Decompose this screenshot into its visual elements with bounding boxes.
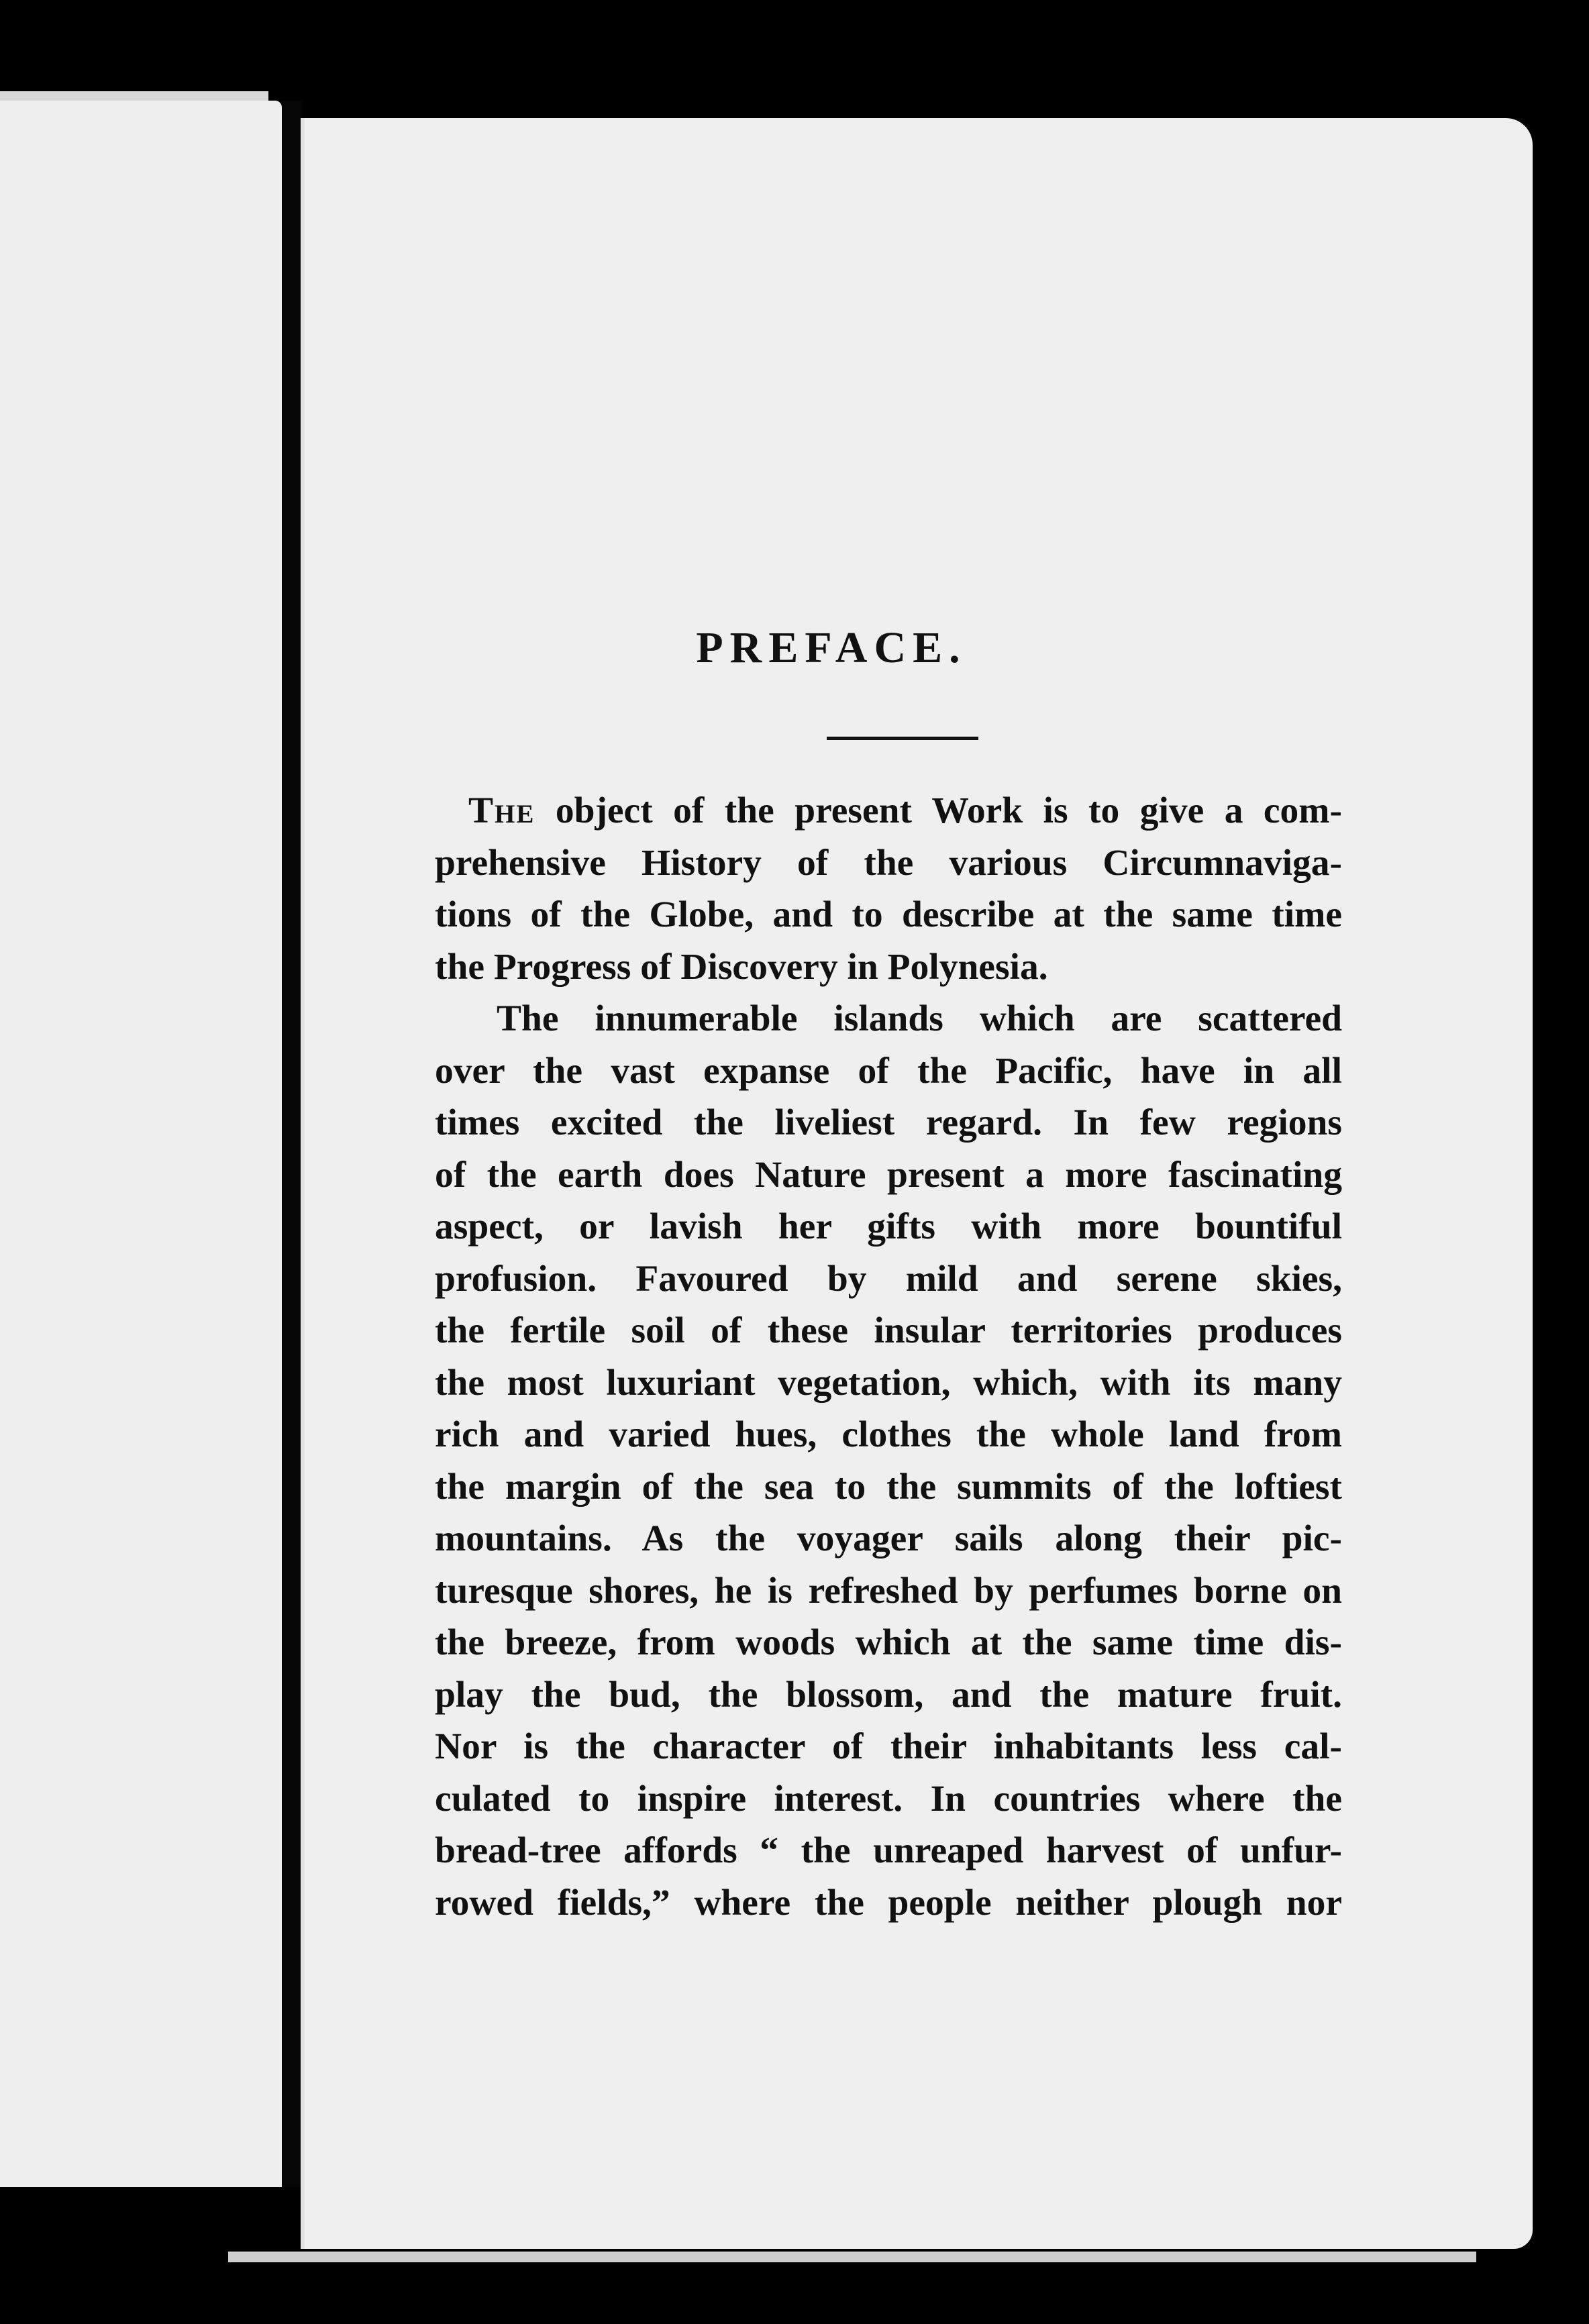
drop-word: The: [468, 790, 535, 831]
text-line: turesque shores, he is refreshed by perfumes borne on: [435, 1570, 1342, 1612]
text-line: of the earth does Nature present a more fascinating: [435, 1154, 1342, 1196]
text-line: the breeze, from woods which at the same time dis-: [435, 1622, 1342, 1663]
book-spine: [282, 101, 302, 2187]
text-line: The object of the present Work is to give a com-: [468, 790, 1342, 831]
paragraph-1: [435, 785, 1342, 993]
text-line: the fertile soil of these insular territories produces: [435, 1310, 1342, 1351]
text-line: play the bud, the blossom, and the mature fruit.: [435, 1674, 1342, 1715]
text-line: over the vast expanse of the Pacific, have in all: [435, 1050, 1342, 1092]
page-title: PREFACE.: [696, 623, 967, 672]
text-line: the Progress of Discovery in Polynesia.: [435, 946, 1048, 988]
left-page-edge: [0, 91, 268, 101]
text-line: mountains. As the voyager sails along their pic-: [435, 1518, 1342, 1559]
text-line: bread-tree affords “ the unreaped harvest of unfur-: [435, 1830, 1342, 1871]
text-line: profusion. Favoured by mild and serene skies,: [435, 1258, 1342, 1300]
text-line: times excited the liveliest regard. In few regions: [435, 1102, 1342, 1143]
text-line: prehensive History of the various Circumnaviga-: [435, 842, 1342, 884]
page-bottom-edge: [228, 2252, 1476, 2262]
text-line: The innumerable islands which are scattered: [497, 998, 1342, 1039]
text-line: the margin of the sea to the summits of the loftiest: [435, 1466, 1342, 1508]
text-line: culated to inspire interest. In countries where the: [435, 1778, 1342, 1819]
preface-body: [435, 785, 1342, 1929]
text-line: the most luxuriant vegetation, which, with its many: [435, 1362, 1342, 1404]
paragraph-2: [435, 993, 1342, 1929]
text-line: rich and varied hues, clothes the whole land from: [435, 1414, 1342, 1455]
text-line: tions of the Globe, and to describe at the same time: [435, 894, 1342, 935]
heading-divider: [827, 737, 978, 740]
text-line: rowed fields,” where the people neither plough nor: [435, 1882, 1342, 1923]
text-line: Nor is the character of their inhabitants less cal-: [435, 1726, 1342, 1767]
left-page: [0, 101, 282, 2187]
text-line: aspect, or lavish her gifts with more bountiful: [435, 1206, 1342, 1247]
